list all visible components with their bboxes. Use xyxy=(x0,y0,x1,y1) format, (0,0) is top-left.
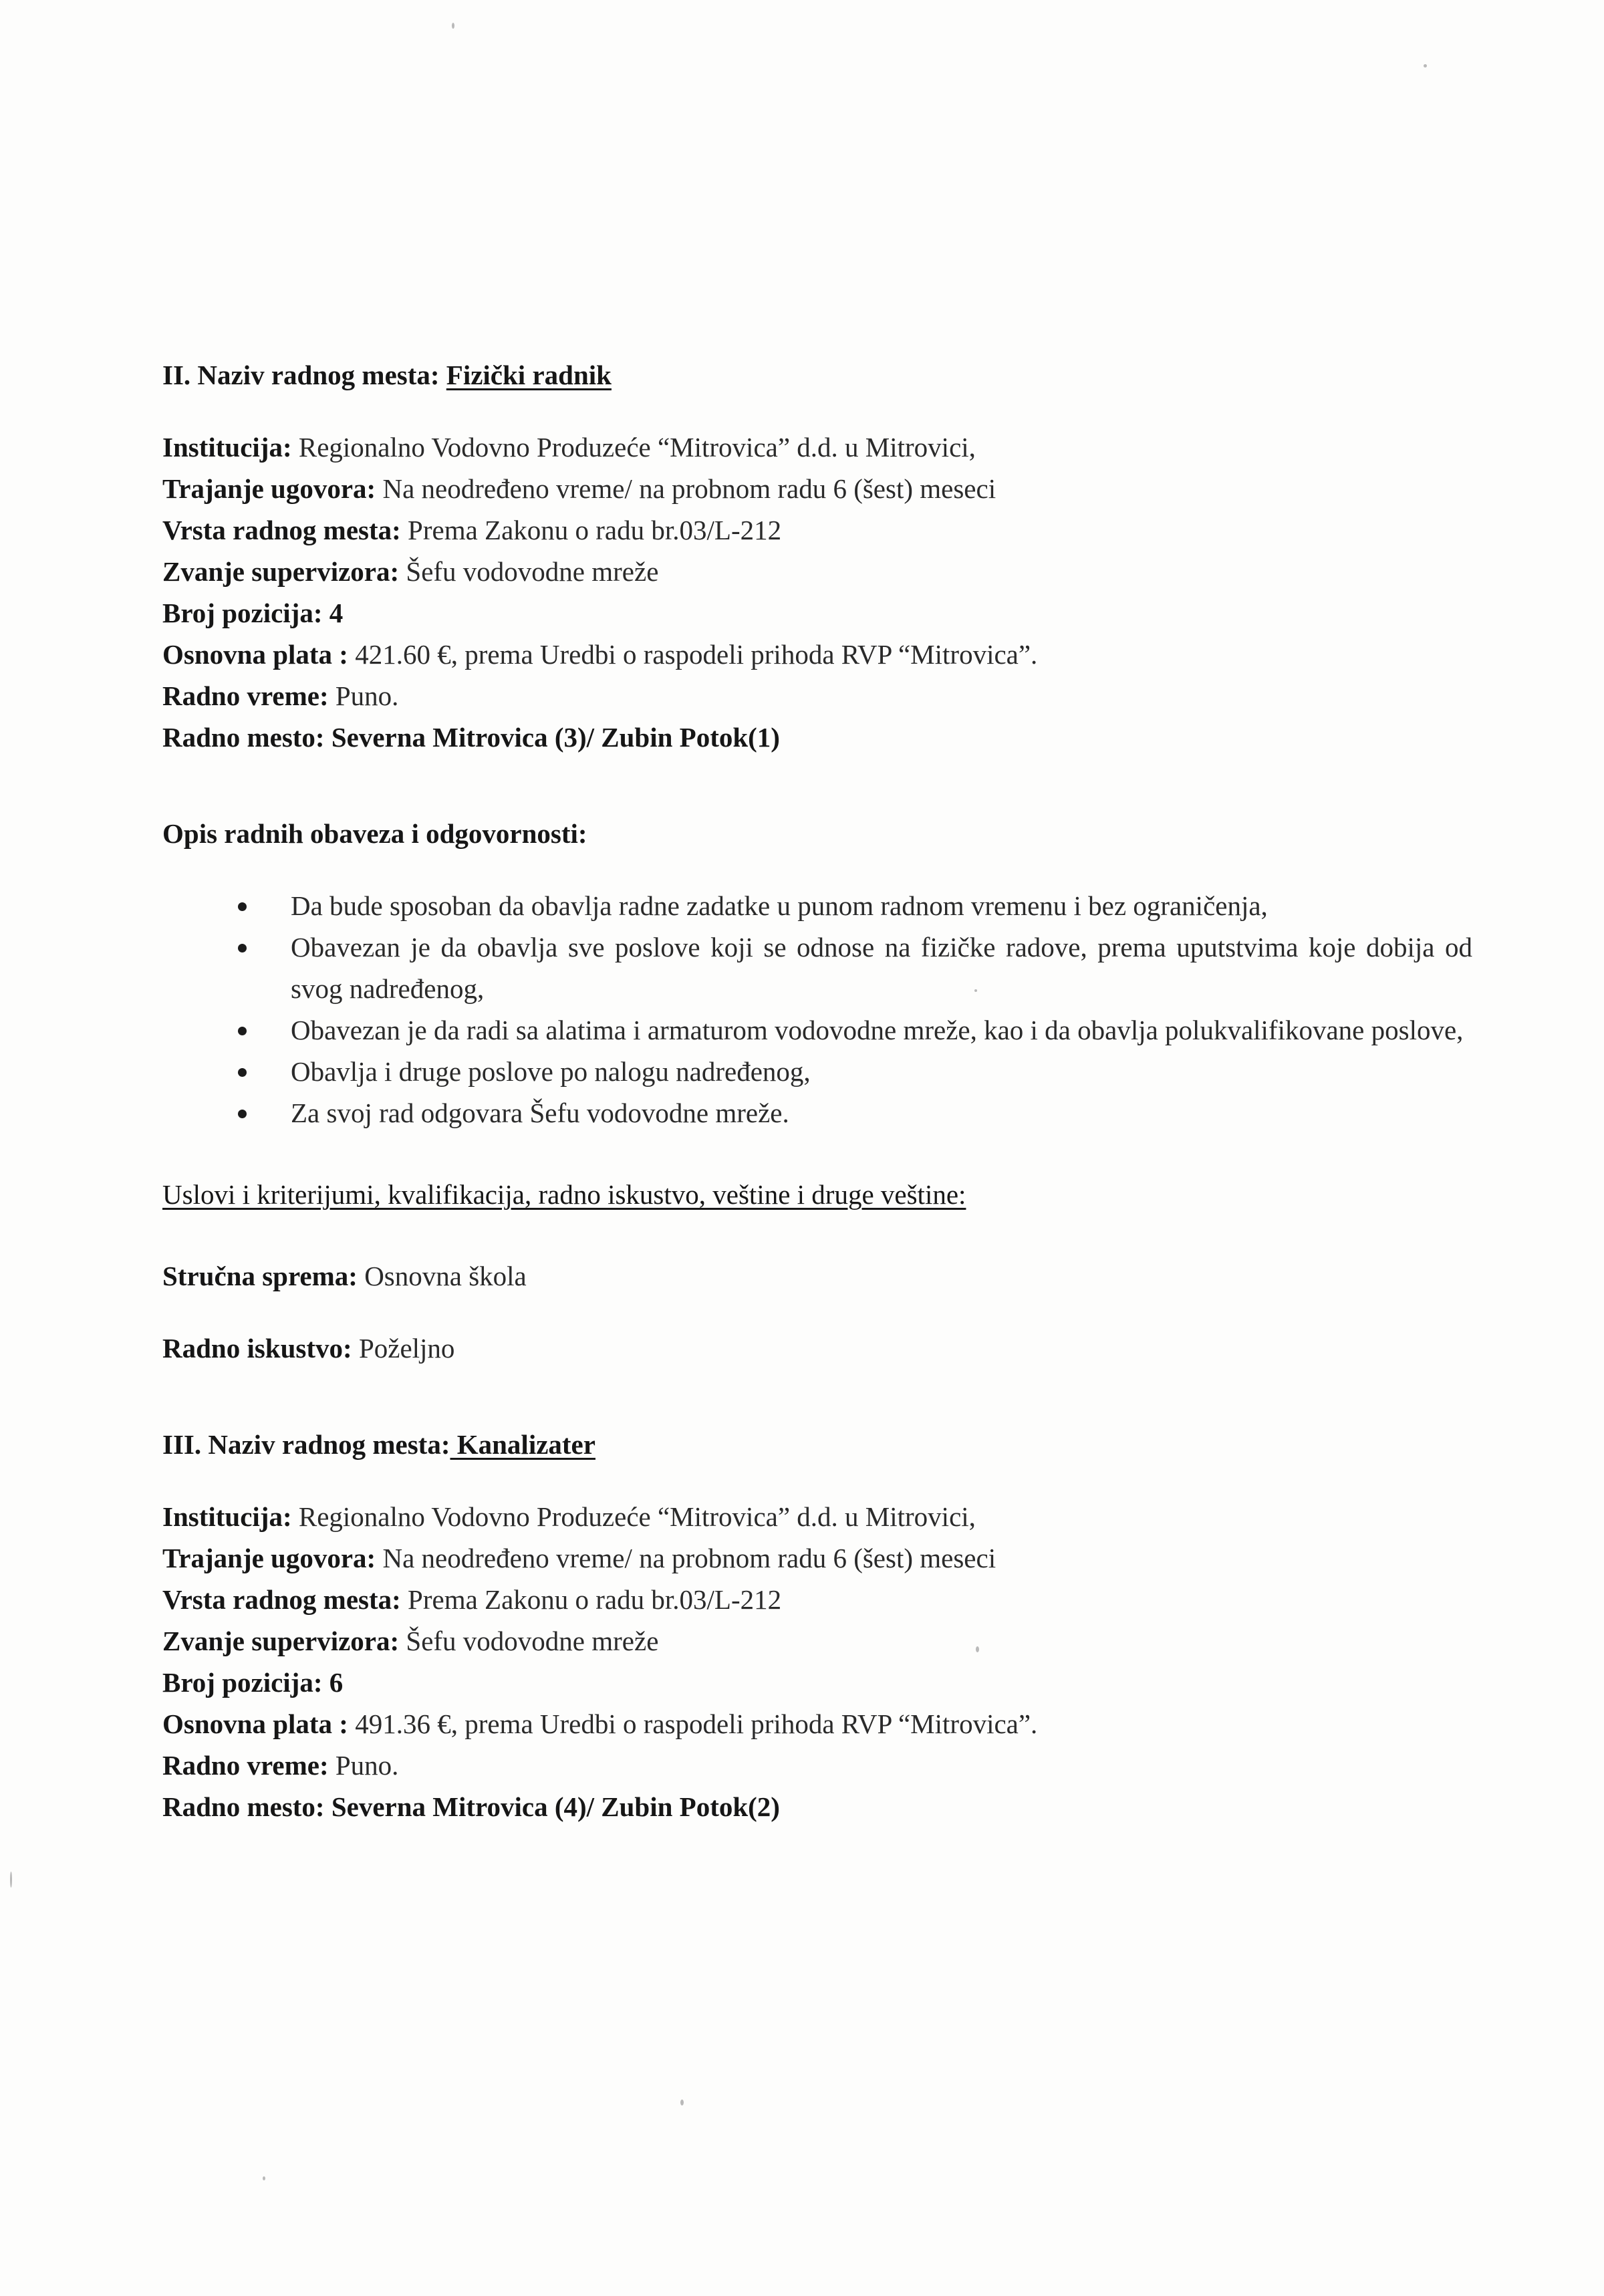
field-radno-vreme: Radno vreme: Puno. xyxy=(162,1750,399,1781)
field-osnovna-plata: Osnovna plata : 491.36 €, prema Uredbi o raspodeli prihoda RVP “Mitrovica”. xyxy=(162,1708,1038,1739)
section-heading xyxy=(162,354,1472,396)
field-vrsta-radnog-mesta: Vrsta radnog mesta: Prema Zakonu o radu br.03/L-212 xyxy=(162,1584,782,1615)
field-broj-pozicija: Broj pozicija: 6 xyxy=(162,1667,344,1698)
document-body xyxy=(162,354,1472,1827)
list-item: Za svoj rad odgovara Šefu vodovodne mreže. xyxy=(162,1092,1472,1134)
list-item: Obavlja i druge poslove po nalogu nadređenog, xyxy=(162,1051,1472,1092)
bullet-icon xyxy=(238,902,247,911)
section-heading xyxy=(162,1424,1472,1465)
list-item: Obavezan je da obavlja sve poslove koji se odnose na fizičke radove, prema uputstvima koje dobija od svog nadređenog, xyxy=(162,926,1472,1009)
heading-label: II. Naziv radnog mesta: xyxy=(162,360,446,390)
field-strucna-sprema: Stručna sprema: Osnovna škola xyxy=(162,1261,527,1291)
field-broj-pozicija: Broj pozicija: 4 xyxy=(162,598,344,628)
field-radno-mesto: Radno mesto: Severna Mitrovica (4)/ Zubin Potok(2) xyxy=(162,1791,780,1822)
field-trajanje-ugovora: Trajanje ugovora: Na neodređeno vreme/ na probnom radu 6 (šest) meseci xyxy=(162,473,996,504)
list-item: Obavezan je da radi sa alatima i armaturom vodovodne mreže, kao i da obavlja polukvalifikovane poslove, xyxy=(162,1009,1472,1051)
field-trajanje-ugovora: Trajanje ugovora: Na neodređeno vreme/ na probnom radu 6 (šest) meseci xyxy=(162,1543,996,1573)
list-item: Da bude sposoban da obavlja radne zadatke u punom radnom vremenu i bez ograničenja, xyxy=(162,885,1472,926)
field-zvanje-supervizora: Zvanje supervizora: Šefu vodovodne mreže xyxy=(162,1626,659,1656)
field-radno-mesto: Radno mesto: Severna Mitrovica (3)/ Zubin Potok(1) xyxy=(162,722,780,753)
bullet-icon xyxy=(238,1110,247,1118)
duties-list xyxy=(162,885,1472,1134)
field-institucija: Institucija: Regionalno Vodovno Produzeće “Mitrovica” d.d. u Mitrovici, xyxy=(162,432,976,463)
field-vrsta-radnog-mesta: Vrsta radnog mesta: Prema Zakonu o radu br.03/L-212 xyxy=(162,515,782,545)
field-osnovna-plata: Osnovna plata : 421.60 €, prema Uredbi o raspodeli prihoda RVP “Mitrovica”. xyxy=(162,639,1038,670)
position-title: Kanalizater xyxy=(450,1429,595,1460)
heading-label: III. Naziv radnog mesta: xyxy=(162,1429,450,1460)
position-title: Fizički radnik xyxy=(446,360,612,390)
field-radno-vreme: Radno vreme: Puno. xyxy=(162,680,399,711)
bullet-icon xyxy=(238,1068,247,1077)
field-radno-iskustvo: Radno iskustvo: Poželjno xyxy=(162,1333,455,1364)
duties-heading: Opis radnih obaveza i odgovornosti: xyxy=(162,818,587,849)
conditions-heading: Uslovi i kriterijumi, kvalifikacija, radno iskustvo, veštine i druge veštine: xyxy=(162,1179,966,1210)
bullet-icon xyxy=(238,1027,247,1035)
field-institucija: Institucija: Regionalno Vodovno Produzeće “Mitrovica” d.d. u Mitrovici, xyxy=(162,1501,976,1532)
bullet-icon xyxy=(238,944,247,952)
field-zvanje-supervizora: Zvanje supervizora: Šefu vodovodne mreže xyxy=(162,556,659,587)
